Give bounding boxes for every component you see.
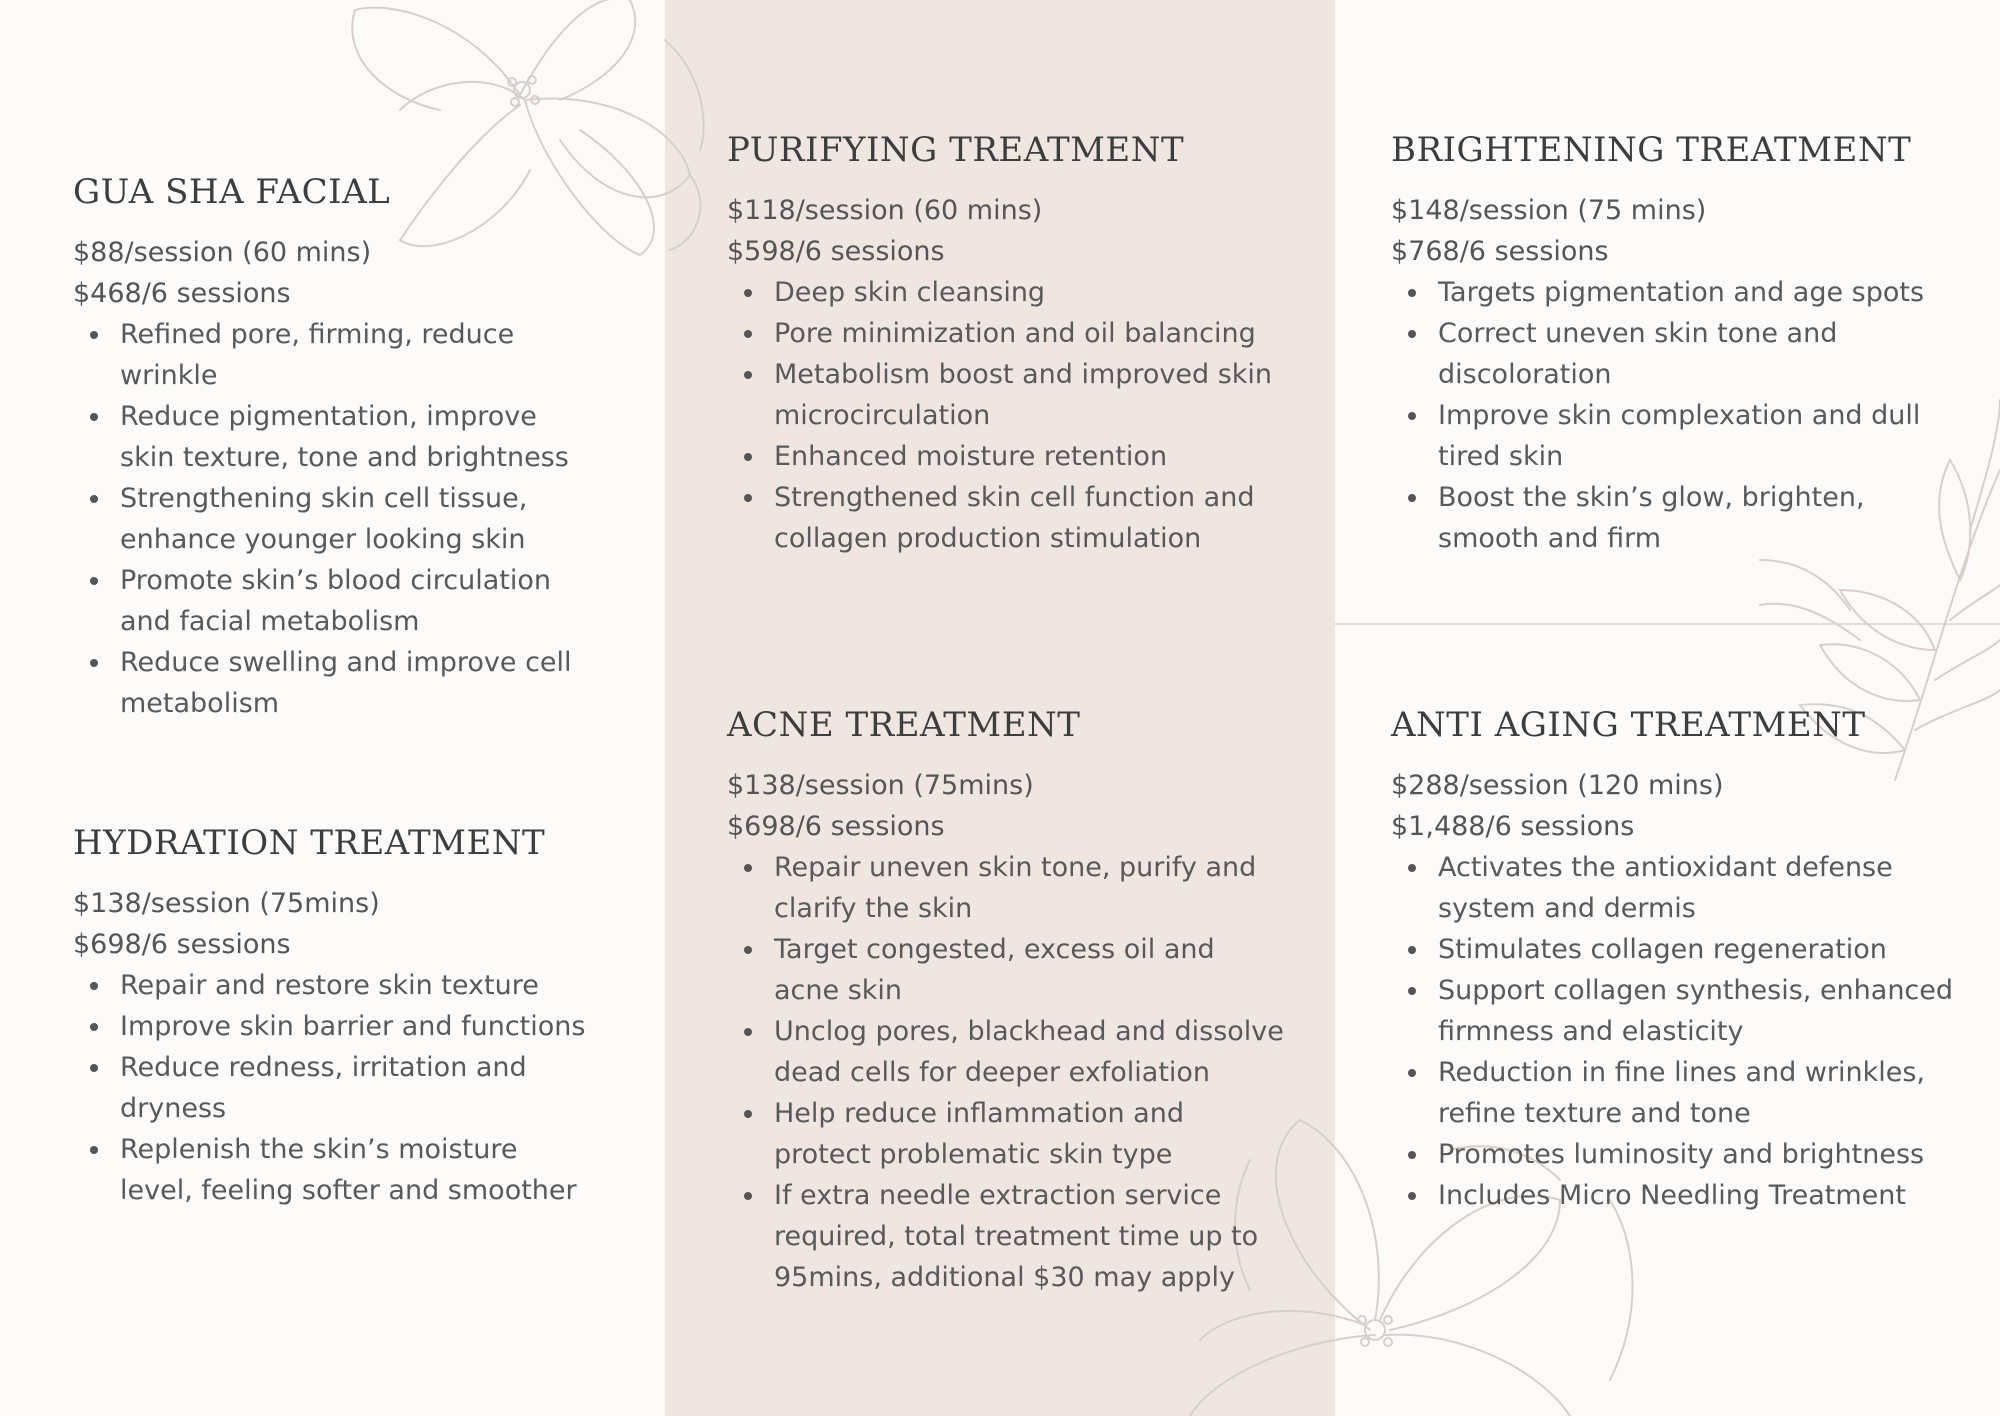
list-item: Includes Micro Needling Treatment: [1438, 1175, 1961, 1216]
treatment-title: HYDRATION TREATMENT: [73, 823, 546, 863]
price-per-session: $138/session (75mins): [727, 770, 1034, 801]
list-item: Targets pigmentation and age spots: [1438, 272, 1951, 313]
feature-list: [73, 965, 593, 1211]
feature-list: [727, 272, 1287, 559]
list-item: Metabolism boost and improved skin microcirculation: [774, 354, 1287, 436]
price-package: $598/6 sessions: [727, 236, 945, 267]
list-item: Unclog pores, blackhead and dissolve dead cells for deeper exfoliation: [774, 1011, 1287, 1093]
treatment-title: PURIFYING TREATMENT: [727, 130, 1185, 170]
list-item: Correct uneven skin tone and discoloration: [1438, 313, 1951, 395]
treatment-gua-sha: [73, 172, 593, 724]
list-item: Reduce pigmentation, improve skin texture, tone and brightness: [120, 396, 593, 478]
list-item: Stimulates collagen regeneration: [1438, 929, 1961, 970]
feature-list: [1391, 847, 1961, 1216]
list-item: Promotes luminosity and brightness: [1438, 1134, 1961, 1175]
treatment-title: GUA SHA FACIAL: [73, 172, 391, 212]
list-item: Boost the skin’s glow, brighten, smooth and firm: [1438, 477, 1951, 559]
list-item: Pore minimization and oil balancing: [774, 313, 1287, 354]
treatment-anti-aging: [1391, 705, 1961, 1216]
price-per-session: $148/session (75 mins): [1391, 195, 1707, 226]
list-item: Repair uneven skin tone, purify and clarify the skin: [774, 847, 1287, 929]
list-item: Strengthened skin cell function and collagen production stimulation: [774, 477, 1287, 559]
list-item: Target congested, excess oil and acne skin: [774, 929, 1287, 1011]
price-per-session: $88/session (60 mins): [73, 237, 372, 268]
price-package: $768/6 sessions: [1391, 236, 1609, 267]
list-item: Activates the antioxidant defense system and dermis: [1438, 847, 1961, 929]
price-per-session: $118/session (60 mins): [727, 195, 1043, 226]
list-item: Repair and restore skin texture: [120, 965, 593, 1006]
list-item: Improve skin complexation and dull tired skin: [1438, 395, 1951, 477]
feature-list: [727, 847, 1287, 1298]
list-item: Promote skin’s blood circulation and facial metabolism: [120, 560, 593, 642]
treatment-purifying: [727, 130, 1287, 559]
feature-list: [1391, 272, 1951, 559]
list-item: Help reduce inflammation and protect problematic skin type: [774, 1093, 1287, 1175]
price-package: $1,488/6 sessions: [1391, 811, 1635, 842]
list-item: Reduce redness, irritation and dryness: [120, 1047, 593, 1129]
list-item: Support collagen synthesis, enhanced firmness and elasticity: [1438, 970, 1961, 1052]
price-package: $468/6 sessions: [73, 278, 291, 309]
treatment-title: ACNE TREATMENT: [727, 705, 1081, 745]
list-item: Reduction in fine lines and wrinkles, refine texture and tone: [1438, 1052, 1961, 1134]
feature-list: [73, 314, 593, 724]
treatment-brightening: [1391, 130, 1951, 559]
treatment-acne: [727, 705, 1287, 1298]
price-package: $698/6 sessions: [727, 811, 945, 842]
treatment-title: ANTI AGING TREATMENT: [1391, 705, 1866, 745]
list-item: Refined pore, firming, reduce wrinkle: [120, 314, 593, 396]
list-item: Deep skin cleansing: [774, 272, 1287, 313]
right-column-divider: [1335, 623, 2000, 625]
list-item: Replenish the skin’s moisture level, feeling softer and smoother: [120, 1129, 593, 1211]
list-item: Reduce swelling and improve cell metabolism: [120, 642, 593, 724]
treatment-title: BRIGHTENING TREATMENT: [1391, 130, 1912, 170]
price-per-session: $288/session (120 mins): [1391, 770, 1724, 801]
list-item: Improve skin barrier and functions: [120, 1006, 593, 1047]
list-item: Strengthening skin cell tissue, enhance younger looking skin: [120, 478, 593, 560]
list-item: Enhanced moisture retention: [774, 436, 1287, 477]
price-package: $698/6 sessions: [73, 929, 291, 960]
list-item: If extra needle extraction service required, total treatment time up to 95mins, additional $30 may apply: [774, 1175, 1287, 1298]
treatment-hydration: [73, 823, 593, 1211]
price-per-session: $138/session (75mins): [73, 888, 380, 919]
